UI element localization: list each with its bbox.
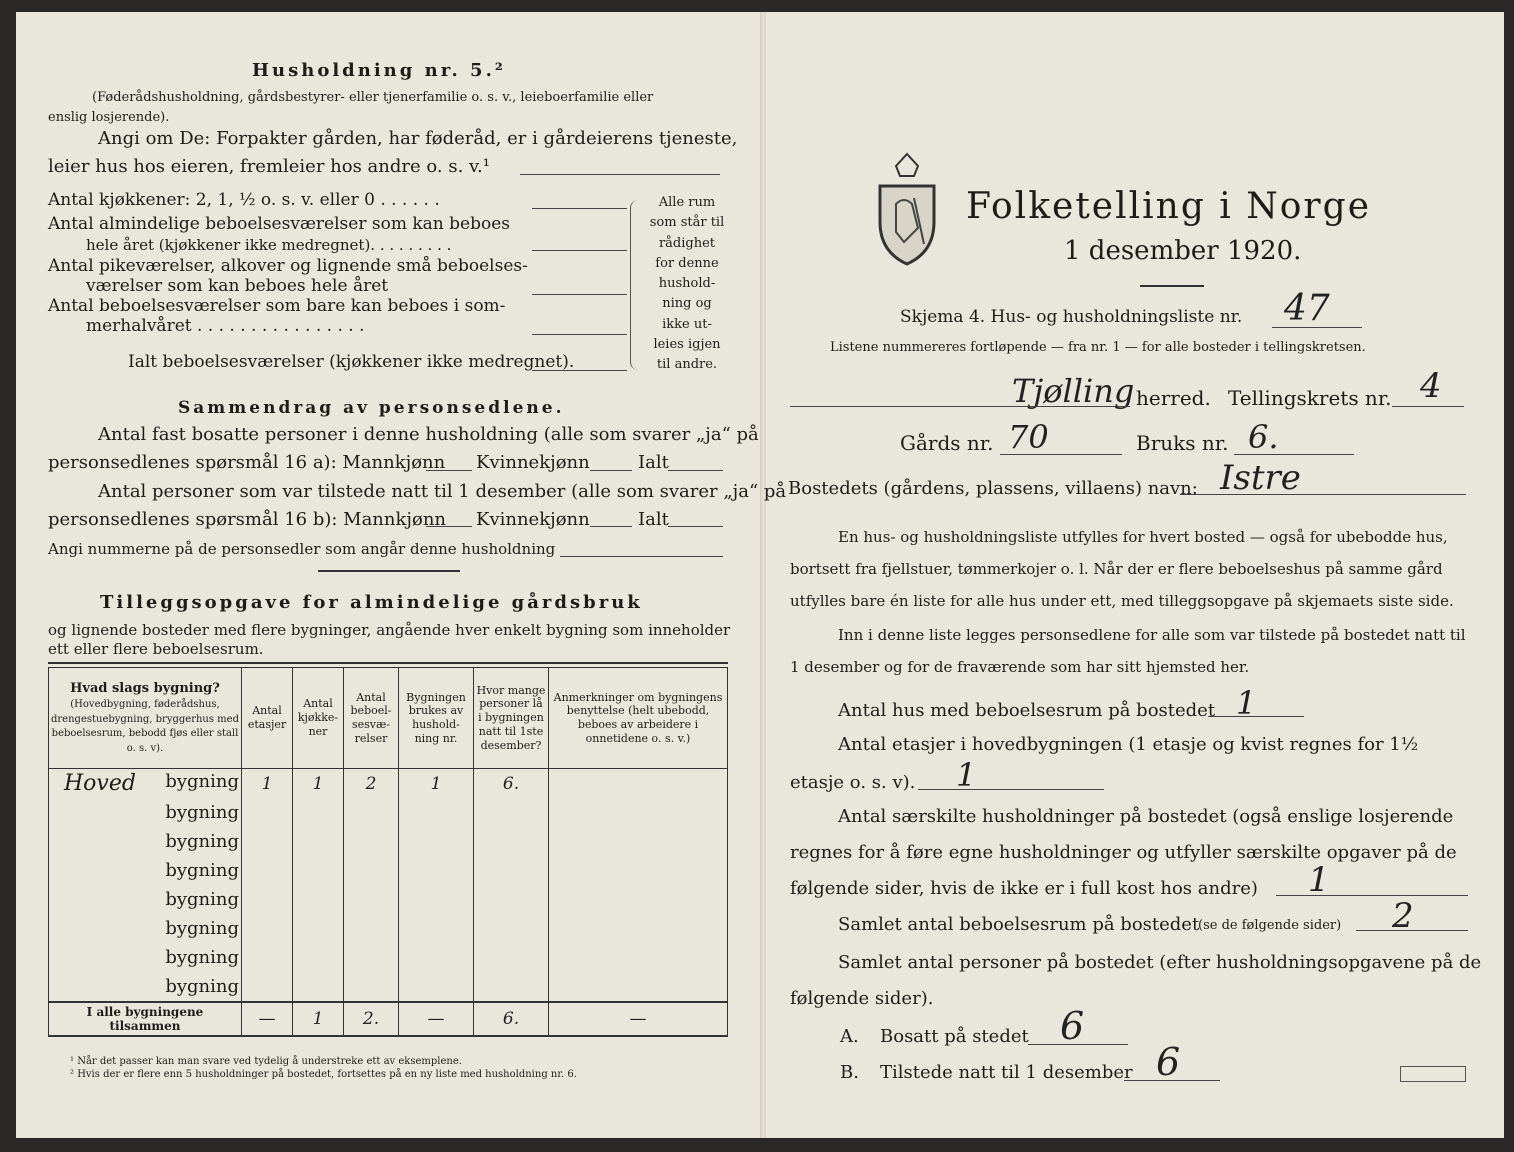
tellingskrets-label: Tellingskrets nr. bbox=[1228, 386, 1392, 410]
row-type[interactable]: Hoved bygning bbox=[49, 769, 242, 799]
row-etasjer[interactable] bbox=[242, 972, 293, 1002]
sommer-label: Antal beboelsesværelser som bare kan beboes i som- bbox=[48, 296, 506, 316]
form-title: Folketelling i Norge bbox=[966, 186, 1371, 227]
side-brace bbox=[630, 200, 645, 370]
saerskilte-value[interactable]: 1 bbox=[1308, 860, 1330, 900]
row-etasjer[interactable]: 1 bbox=[242, 769, 293, 799]
angi-text: Angi om De: Forpakter gården, har føderåd, er i gårdeierens tjeneste, bbox=[98, 128, 738, 149]
row-kjokken[interactable] bbox=[293, 798, 344, 827]
total-anm[interactable]: — bbox=[549, 1002, 728, 1036]
table-top-rule bbox=[48, 662, 728, 664]
row-vaerelser[interactable] bbox=[344, 856, 399, 885]
nummerne-line[interactable] bbox=[560, 556, 723, 557]
row-vaerelser[interactable] bbox=[344, 914, 399, 943]
row-personer[interactable] bbox=[474, 885, 549, 914]
bruks-label: Bruks nr. bbox=[1136, 431, 1229, 455]
antal-hus-label: Antal hus med beboelsesrum på bostedet bbox=[838, 700, 1216, 721]
etasjer-line bbox=[918, 789, 1104, 790]
row-anm[interactable] bbox=[549, 798, 728, 827]
row-personer[interactable] bbox=[474, 798, 549, 827]
norway-coat-of-arms-icon bbox=[874, 152, 940, 266]
total-personer[interactable]: 6. bbox=[474, 1002, 549, 1036]
tilstede-ialt-label: Ialt bbox=[638, 509, 669, 530]
row-personer[interactable] bbox=[474, 914, 549, 943]
page-fold bbox=[760, 12, 766, 1138]
side-note: Alle rum som står til rådighet for denne hushold- ning og ikke ut- leies igjen til andre. bbox=[649, 195, 725, 373]
saerskilte-label-2: regnes for å føre egne husholdninger og utfyller særskilte opgaver på de bbox=[790, 842, 1457, 863]
kjokkener-line[interactable] bbox=[532, 208, 627, 209]
table-row bbox=[49, 943, 728, 972]
row-kjokken[interactable] bbox=[293, 943, 344, 972]
total-kjokken[interactable]: 1 bbox=[293, 1002, 344, 1036]
row-personer[interactable] bbox=[474, 827, 549, 856]
bosted-label: Bostedets (gårdens, plassens, villaens) navn: bbox=[788, 478, 1198, 499]
table-row bbox=[49, 798, 728, 827]
summary-title: Sammendrag av personsedlene. bbox=[178, 398, 565, 418]
col-header-husholdning: Bygningen brukes av hushold-ning nr. bbox=[399, 668, 474, 769]
gards-nr[interactable]: 70 bbox=[1008, 418, 1049, 456]
skjema-label: Skjema 4. Hus- og husholdningsliste nr. bbox=[900, 307, 1243, 327]
col-header-kjokken: Antal kjøkke-ner bbox=[293, 668, 344, 769]
col-header-vaerelser: Antal beboel-sesvæ-relser bbox=[344, 668, 399, 769]
fast-ialt-line[interactable] bbox=[668, 470, 723, 471]
table-row bbox=[49, 885, 728, 914]
row-husholdning[interactable] bbox=[399, 827, 474, 856]
row-vaerelser[interactable] bbox=[344, 943, 399, 972]
table-total-row bbox=[49, 1002, 728, 1036]
table-row bbox=[49, 972, 728, 1002]
skjema-nr[interactable]: 47 bbox=[1284, 288, 1330, 329]
building-table bbox=[48, 667, 728, 1037]
table-row bbox=[49, 914, 728, 943]
etasjer-value[interactable]: 1 bbox=[956, 756, 977, 794]
row-vaerelser[interactable] bbox=[344, 885, 399, 914]
info-text-1: En hus- og husholdningsliste utfylles for hvert bosted — også for ubebodde hus, bbox=[838, 528, 1448, 546]
total-label: I alle bygningene tilsammen bbox=[49, 1002, 242, 1036]
alm-line[interactable] bbox=[532, 250, 627, 251]
printer-stamp-icon bbox=[1400, 1066, 1466, 1082]
row-etasjer[interactable] bbox=[242, 885, 293, 914]
row-husholdning[interactable] bbox=[399, 885, 474, 914]
samlet-rum-value[interactable]: 2 bbox=[1392, 896, 1414, 936]
row-personer[interactable] bbox=[474, 943, 549, 972]
tilstede-natt-value[interactable]: 6 bbox=[1156, 1040, 1181, 1084]
title-rule bbox=[1140, 285, 1204, 287]
nummerne-label: Angi nummerne på de personsedler som angår denne husholdning bbox=[48, 540, 556, 558]
footnote-2: ² Hvis der er flere enn 5 husholdninger på bostedet, fortsettes på en ny liste med husholdning nr. 6. bbox=[70, 1069, 577, 1080]
saerskilte-label-3: følgende sider, hvis de ikke er i full kost hos andre) bbox=[790, 878, 1258, 899]
row-vaerelser[interactable]: 2 bbox=[344, 769, 399, 799]
row-type[interactable]: bygning bbox=[49, 885, 242, 914]
tilstede-letter: B. bbox=[840, 1062, 859, 1083]
angi-text-cont: leier hus hos eieren, fremleier hos andre o. s. v.¹ bbox=[48, 156, 490, 177]
total-vaerelser[interactable]: 2. bbox=[344, 1002, 399, 1036]
row-kjokken[interactable] bbox=[293, 856, 344, 885]
row-type[interactable]: bygning bbox=[49, 972, 242, 1002]
sommer-line[interactable] bbox=[532, 334, 627, 335]
bruks-line bbox=[1234, 454, 1354, 455]
etasjer-label-cont: etasje o. s. v). bbox=[790, 772, 916, 793]
antal-hus-line bbox=[1208, 716, 1304, 717]
row-type[interactable]: bygning bbox=[49, 914, 242, 943]
fast-kvinne-label: Kvinnekjønn bbox=[476, 452, 590, 473]
table-header-row bbox=[49, 668, 728, 769]
row-kjokken[interactable] bbox=[293, 885, 344, 914]
section-divider bbox=[318, 570, 460, 572]
row-etasjer[interactable] bbox=[242, 856, 293, 885]
tilstede-natt-line bbox=[1124, 1080, 1220, 1081]
sommer-label-cont: merhalvåret . . . . . . . . . . . . . . . . bbox=[86, 316, 365, 336]
bosatt-line bbox=[1028, 1044, 1128, 1045]
angi-answer-line[interactable] bbox=[520, 174, 720, 175]
row-anm[interactable] bbox=[549, 943, 728, 972]
herred-value[interactable]: Tjølling bbox=[1012, 372, 1135, 410]
pike-line[interactable] bbox=[532, 294, 627, 295]
tillegg-desc: og lignende bosteder med flere bygninger, angående hver enkelt bygning som inneholder bbox=[48, 621, 731, 639]
ialt-label: Ialt beboelsesværelser (kjøkkener ikke medregnet). bbox=[128, 352, 575, 372]
info-text-3: utfylles bare én liste for alle hus under ett, med tilleggsopgave på skjemaets siste side. bbox=[790, 592, 1454, 610]
tillegg-desc-cont: ett eller flere beboelsesrum. bbox=[48, 640, 264, 658]
row-type[interactable]: bygning bbox=[49, 943, 242, 972]
row-anm[interactable] bbox=[549, 856, 728, 885]
bosted-line bbox=[1180, 494, 1466, 495]
tilstede-kvinne-label: Kvinnekjønn bbox=[476, 509, 590, 530]
col-header-etasjer: Antal etasjer bbox=[242, 668, 293, 769]
row-husholdning[interactable] bbox=[399, 914, 474, 943]
footnote-1: ¹ Når det passer kan man svare ved tydelig å understreke ett av eksemplene. bbox=[70, 1056, 462, 1067]
row-personer[interactable] bbox=[474, 972, 549, 1002]
row-type[interactable]: bygning bbox=[49, 798, 242, 827]
fast-mann-line[interactable] bbox=[426, 470, 472, 471]
samlet-pers-label: Samlet antal personer på bostedet (efter husholdningsopgavene på de bbox=[838, 952, 1482, 973]
saerskilte-line bbox=[1276, 895, 1468, 896]
bosted-value[interactable]: Istre bbox=[1220, 458, 1301, 498]
ialt-line[interactable] bbox=[532, 370, 627, 371]
skjema-line bbox=[1272, 327, 1362, 328]
row-type[interactable]: bygning bbox=[49, 856, 242, 885]
household-intro: (Føderådshusholdning, gårdsbestyrer- eller tjenerfamilie o. s. v., leieboerfamilie eller bbox=[92, 90, 654, 105]
total-husholdning[interactable]: — bbox=[399, 1002, 474, 1036]
row-husholdning[interactable] bbox=[399, 798, 474, 827]
row-kjokken[interactable] bbox=[293, 972, 344, 1002]
table-row bbox=[49, 769, 728, 799]
tilstede-mann-line[interactable] bbox=[426, 526, 472, 527]
tilstede-kvinne-line[interactable] bbox=[590, 526, 632, 527]
samlet-rum-label: Samlet antal beboelsesrum på bostedet bbox=[838, 914, 1200, 935]
tilstede-text: Antal personer som var tilstede natt til 1 desember (alle som svarer „ja“ på bbox=[98, 481, 787, 502]
row-kjokken[interactable] bbox=[293, 827, 344, 856]
col-header-personer: Hvor mange personer lå i bygningen natt til 1ste desember? bbox=[474, 668, 549, 769]
fast-bosatte: Antal fast bosatte personer i denne husholdning (alle som svarer „ja“ på bbox=[98, 424, 759, 445]
row-anm[interactable] bbox=[549, 827, 728, 856]
samlet-rum-line bbox=[1356, 930, 1468, 931]
row-vaerelser[interactable] bbox=[344, 827, 399, 856]
kjokkener-label: Antal kjøkkener: 2, 1, ½ o. s. v. eller 0 . . . . . . bbox=[48, 190, 440, 210]
tilstede-natt-label: Tilstede natt til 1 desember bbox=[880, 1062, 1133, 1083]
row-vaerelser[interactable] bbox=[344, 798, 399, 827]
household-intro-cont: enslig losjerende). bbox=[48, 110, 170, 125]
pike-label: Antal pikeværelser, alkover og lignende små beboelses- bbox=[48, 256, 528, 276]
info-text-4: Inn i denne liste legges personsedlene for alle som var tilstede på bostedet natt til bbox=[838, 626, 1466, 644]
row-etasjer[interactable] bbox=[242, 943, 293, 972]
fast-kvinne-line[interactable] bbox=[590, 470, 632, 471]
household-title: Husholdning nr. 5.² bbox=[252, 60, 506, 81]
tellingskrets-nr[interactable]: 4 bbox=[1420, 366, 1442, 406]
bruks-nr[interactable]: 6. bbox=[1248, 418, 1279, 456]
tilstede-ialt-line[interactable] bbox=[668, 526, 723, 527]
gards-label: Gårds nr. bbox=[900, 431, 994, 455]
row-type[interactable]: bygning bbox=[49, 827, 242, 856]
row-anm[interactable] bbox=[549, 769, 728, 799]
row-anm[interactable] bbox=[549, 885, 728, 914]
antal-hus-value[interactable]: 1 bbox=[1236, 684, 1257, 722]
herred-line bbox=[790, 406, 1130, 407]
row-husholdning[interactable] bbox=[399, 972, 474, 1002]
samlet-pers-label-cont: følgende sider). bbox=[790, 988, 934, 1009]
tillegg-title: Tilleggsopgave for almindelige gårdsbruk bbox=[100, 592, 643, 613]
pike-label-cont: værelser som kan beboes hele året bbox=[86, 276, 389, 296]
col-header-type: Hvad slags bygning? (Hovedbygning, føderådshus, drengestuebygning, bryggerhus med beboelsesrum, bebodd fjøs eller stall o. s. v). bbox=[49, 668, 242, 769]
row-kjokken[interactable] bbox=[293, 914, 344, 943]
gards-line bbox=[1000, 454, 1122, 455]
form-date: 1 desember 1920. bbox=[1064, 236, 1302, 266]
listene-note: Listene nummereres fortløpende — fra nr. 1 — for alle bosteder i tellingskretsen. bbox=[830, 340, 1366, 355]
bosatt-letter: A. bbox=[840, 1026, 859, 1047]
total-etasjer[interactable]: — bbox=[242, 1002, 293, 1036]
row-husholdning[interactable]: 1 bbox=[399, 769, 474, 799]
table-row bbox=[49, 827, 728, 856]
etasjer-label: Antal etasjer i hovedbygningen (1 etasje og kvist regnes for 1½ bbox=[838, 734, 1419, 755]
info-text-2: bortsett fra fjellstuer, tømmerkojer o. l. Når der er flere beboelseshus på samme gård bbox=[790, 560, 1443, 578]
bosatt-value[interactable]: 6 bbox=[1060, 1004, 1085, 1048]
alm-label-cont: hele året (kjøkkener ikke medregnet). . . . . . . . . bbox=[86, 236, 452, 254]
row-etasjer[interactable] bbox=[242, 827, 293, 856]
fast-ialt-label: Ialt bbox=[638, 452, 669, 473]
row-etasjer[interactable] bbox=[242, 798, 293, 827]
bosatt-label: Bosatt på stedet bbox=[880, 1026, 1029, 1047]
row-anm[interactable] bbox=[549, 914, 728, 943]
info-text-5: 1 desember og for de fraværende som har sitt hjemsted her. bbox=[790, 658, 1250, 676]
row-etasjer[interactable] bbox=[242, 914, 293, 943]
row-personer[interactable] bbox=[474, 856, 549, 885]
fast-bosatte-cont: personsedlenes spørsmål 16 a): Mannkjønn bbox=[48, 452, 446, 473]
alm-label: Antal almindelige beboelsesværelser som kan beboes bbox=[48, 214, 510, 234]
saerskilte-label: Antal særskilte husholdninger på bostedet (også enslige losjerende bbox=[838, 806, 1454, 827]
table-row bbox=[49, 856, 728, 885]
tilstede-text-cont: personsedlenes spørsmål 16 b): Mannkjønn bbox=[48, 509, 447, 530]
row-husholdning[interactable] bbox=[399, 943, 474, 972]
row-anm[interactable] bbox=[549, 972, 728, 1002]
row-kjokken[interactable]: 1 bbox=[293, 769, 344, 799]
col-header-anm: Anmerkninger om bygningens benyttelse (helt ubebodd, beboes av arbeidere i onnetidene o. s. v.) bbox=[549, 668, 728, 769]
row-vaerelser[interactable] bbox=[344, 972, 399, 1002]
herred-label: herred. bbox=[1136, 386, 1211, 410]
row-husholdning[interactable] bbox=[399, 856, 474, 885]
samlet-rum-note: (se de følgende sider) bbox=[1198, 918, 1342, 933]
tellingskrets-line bbox=[1392, 406, 1464, 407]
row-personer[interactable]: 6. bbox=[474, 769, 549, 799]
